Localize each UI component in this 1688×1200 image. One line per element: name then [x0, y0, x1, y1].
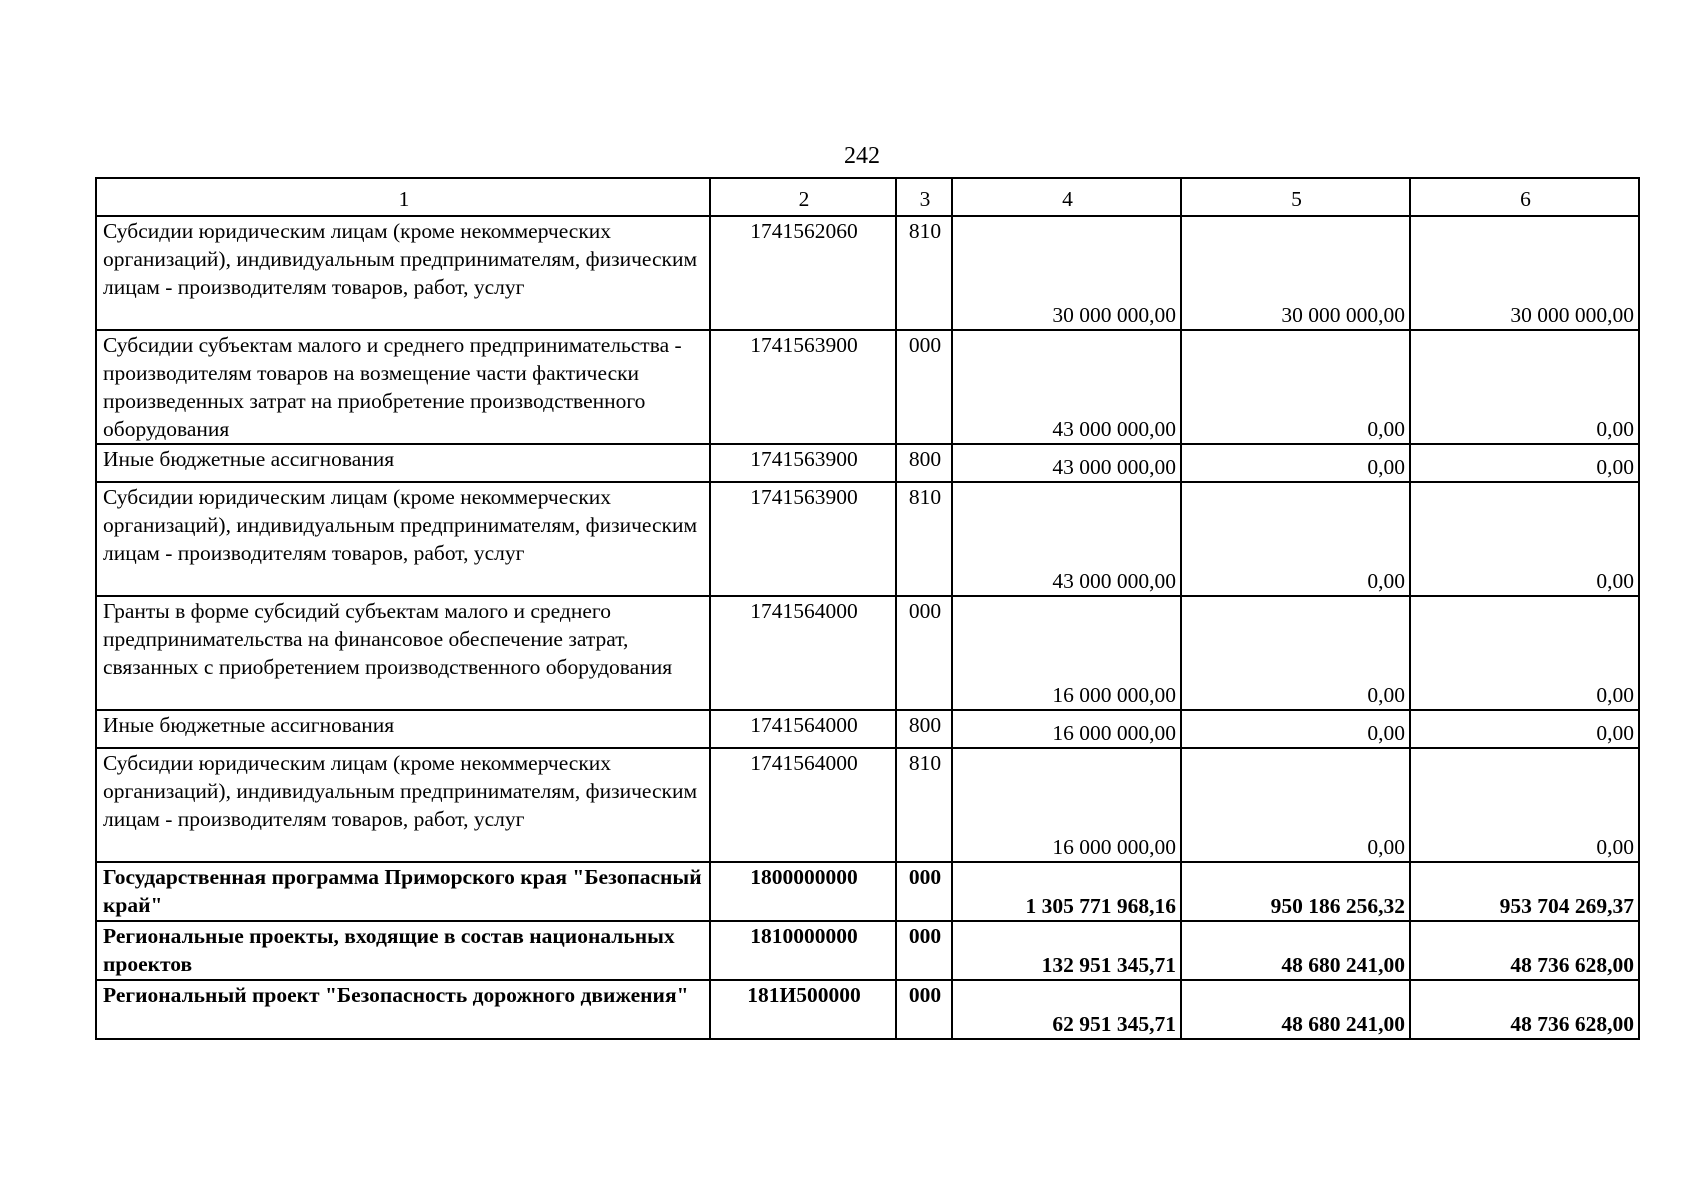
page-number: 242: [844, 143, 880, 169]
row-target-code: 1741564000: [710, 710, 896, 748]
table-row: [96, 330, 1639, 444]
row-expense-type: 000: [896, 921, 952, 980]
row-expense-type: 800: [896, 710, 952, 748]
row-amount-col4: 62 951 345,71: [952, 980, 1181, 1039]
row-expense-type: 810: [896, 482, 952, 596]
table-row: [96, 444, 1639, 482]
row-name: Субсидии юридическим лицам (кроме некоммерческих организаций), индивидуальным предпринимателям, физическим лицам - производителям товаров, работ, услуг: [96, 748, 710, 862]
row-name: Гранты в форме субсидий субъектам малого и среднего предпринимательства на финансовое обеспечение затрат, связанных с приобретением производственного оборудования: [96, 596, 710, 710]
row-amount-col5: 48 680 241,00: [1181, 921, 1410, 980]
row-name: Государственная программа Приморского края "Безопасный край": [96, 862, 710, 921]
row-target-code: 1810000000: [710, 921, 896, 980]
table-row-program: [96, 980, 1639, 1039]
table-row-program: [96, 921, 1639, 980]
row-amount-col4: 43 000 000,00: [952, 482, 1181, 596]
row-expense-type: 000: [896, 330, 952, 444]
row-amount-col4: 43 000 000,00: [952, 444, 1181, 482]
row-name: Региональные проекты, входящие в состав национальных проектов: [96, 921, 710, 980]
row-name: Субсидии юридическим лицам (кроме некоммерческих организаций), индивидуальным предпринимателям, физическим лицам - производителям товаров, работ, услуг: [96, 482, 710, 596]
row-amount-col4: 132 951 345,71: [952, 921, 1181, 980]
table-row: [96, 216, 1639, 330]
row-amount-col6: 0,00: [1410, 748, 1639, 862]
row-expense-type: 000: [896, 596, 952, 710]
row-amount-col4: 1 305 771 968,16: [952, 862, 1181, 921]
row-amount-col4: 30 000 000,00: [952, 216, 1181, 330]
row-amount-col6: 48 736 628,00: [1410, 921, 1639, 980]
row-expense-type: 000: [896, 980, 952, 1039]
row-name: Иные бюджетные ассигнования: [96, 710, 710, 748]
table-row: [96, 596, 1639, 710]
row-amount-col6: 0,00: [1410, 596, 1639, 710]
table-row: [96, 710, 1639, 748]
row-amount-col6: 0,00: [1410, 710, 1639, 748]
row-target-code: 181И500000: [710, 980, 896, 1039]
row-amount-col5: 30 000 000,00: [1181, 216, 1410, 330]
row-name: Субсидии юридическим лицам (кроме некоммерческих организаций), индивидуальным предпринимателям, физическим лицам - производителям товаров, работ, услуг: [96, 216, 710, 330]
row-amount-col6: 953 704 269,37: [1410, 862, 1639, 921]
row-name: Региональный проект "Безопасность дорожного движения": [96, 980, 710, 1039]
row-amount-col5: 950 186 256,32: [1181, 862, 1410, 921]
column-header-5: 5: [1181, 178, 1410, 216]
table-row-program: [96, 862, 1639, 921]
row-expense-type: 800: [896, 444, 952, 482]
row-amount-col5: 0,00: [1181, 596, 1410, 710]
row-amount-col6: 0,00: [1410, 482, 1639, 596]
row-amount-col6: 0,00: [1410, 444, 1639, 482]
row-amount-col5: 48 680 241,00: [1181, 980, 1410, 1039]
row-target-code: 1741563900: [710, 482, 896, 596]
row-amount-col6: 48 736 628,00: [1410, 980, 1639, 1039]
table-row: [96, 748, 1639, 862]
table-row: [96, 482, 1639, 596]
row-name: Иные бюджетные ассигнования: [96, 444, 710, 482]
column-header-1: 1: [96, 178, 710, 216]
row-expense-type: 000: [896, 862, 952, 921]
row-amount-col5: 0,00: [1181, 444, 1410, 482]
row-amount-col4: 16 000 000,00: [952, 748, 1181, 862]
column-header-3: 3: [896, 178, 952, 216]
row-target-code: 1800000000: [710, 862, 896, 921]
column-header-4: 4: [952, 178, 1181, 216]
row-amount-col5: 0,00: [1181, 482, 1410, 596]
row-target-code: 1741564000: [710, 748, 896, 862]
row-amount-col5: 0,00: [1181, 710, 1410, 748]
budget-table: [95, 177, 1640, 1040]
table-header-row: [96, 178, 1639, 216]
row-amount-col5: 0,00: [1181, 748, 1410, 862]
row-amount-col5: 0,00: [1181, 330, 1410, 444]
row-target-code: 1741563900: [710, 330, 896, 444]
row-amount-col4: 16 000 000,00: [952, 596, 1181, 710]
column-header-2: 2: [710, 178, 896, 216]
column-header-6: 6: [1410, 178, 1639, 216]
row-amount-col4: 16 000 000,00: [952, 710, 1181, 748]
row-name: Субсидии субъектам малого и среднего предпринимательства - производителям товаров на возмещение части фактически произведенных затрат на приобретение производственного оборудования: [96, 330, 710, 444]
row-expense-type: 810: [896, 748, 952, 862]
row-target-code: 1741563900: [710, 444, 896, 482]
row-target-code: 1741564000: [710, 596, 896, 710]
row-expense-type: 810: [896, 216, 952, 330]
row-amount-col6: 30 000 000,00: [1410, 216, 1639, 330]
row-amount-col6: 0,00: [1410, 330, 1639, 444]
row-target-code: 1741562060: [710, 216, 896, 330]
row-amount-col4: 43 000 000,00: [952, 330, 1181, 444]
